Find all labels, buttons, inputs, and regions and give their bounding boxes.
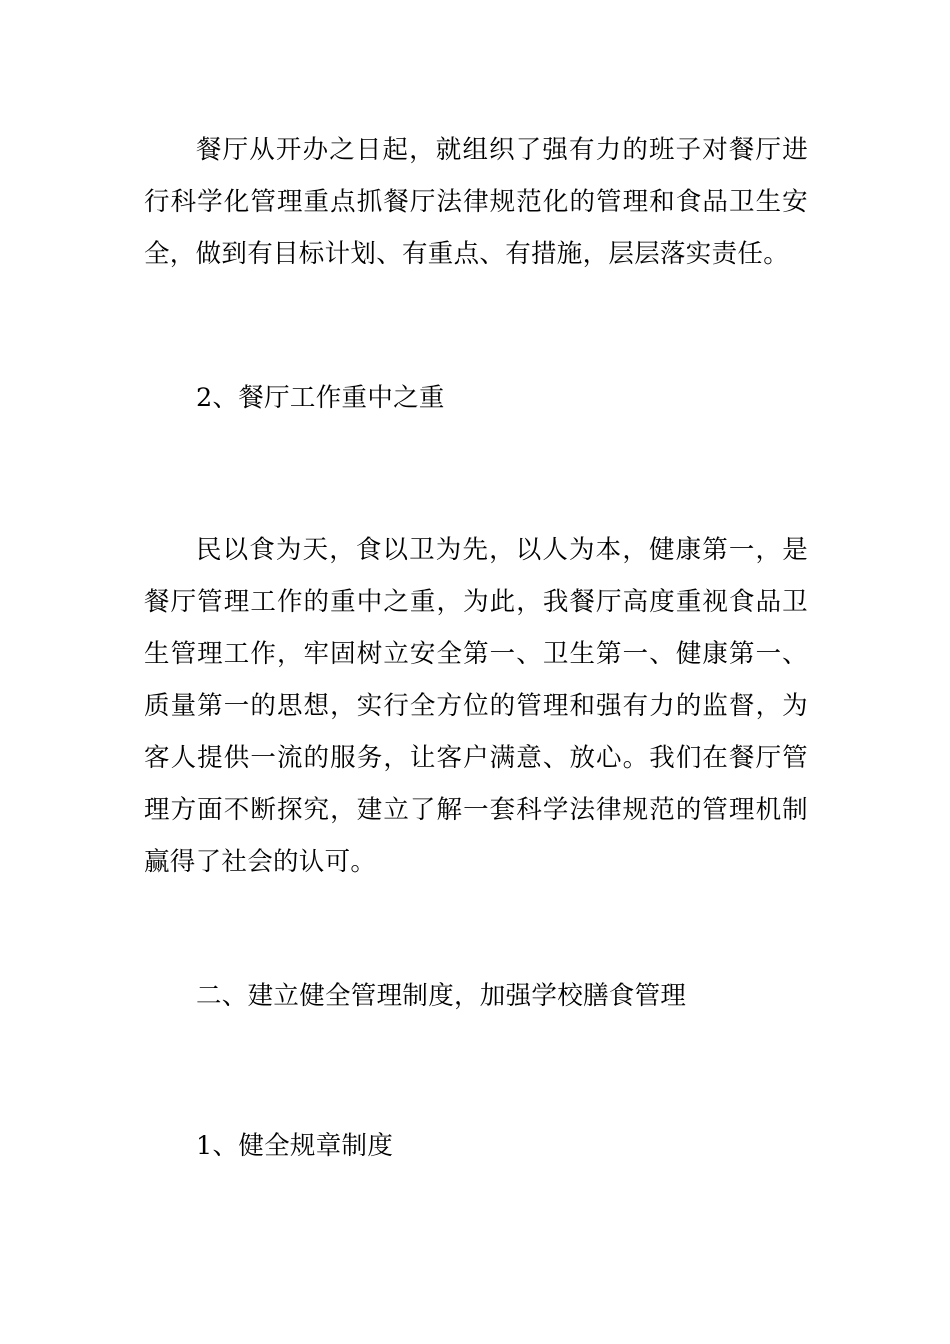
- section-heading-rules: 1、健全规章制度: [196, 1131, 394, 1161]
- section-heading-priority: 2、餐厅工作重中之重: [196, 383, 445, 413]
- paragraph-food-safety: 民以食为天，食以卫为先，以人为本，健康第一，是餐厅管理工作的重中之重，为此，我餐厅高度重视食品卫生管理工作，牢固树立安全第一、卫生第一、健康第一、质量第一的思想，实行全方位的管理和强有力的监督，为客人提供一流的服务，让客户满意、放心。我们在餐厅管理方面不断探究，建立了解一套科学法律规范的管理机制赢得了社会的认可。: [144, 535, 808, 877]
- paragraph-restaurant-management: 餐厅从开办之日起，就组织了强有力的班子对餐厅进行科学化管理重点抓餐厅法律规范化的管理和食品卫生安全，做到有目标计划、有重点、有措施，层层落实责任。: [144, 135, 808, 269]
- section-heading-management-system: 二、建立健全管理制度，加强学校膳食管理: [196, 981, 687, 1011]
